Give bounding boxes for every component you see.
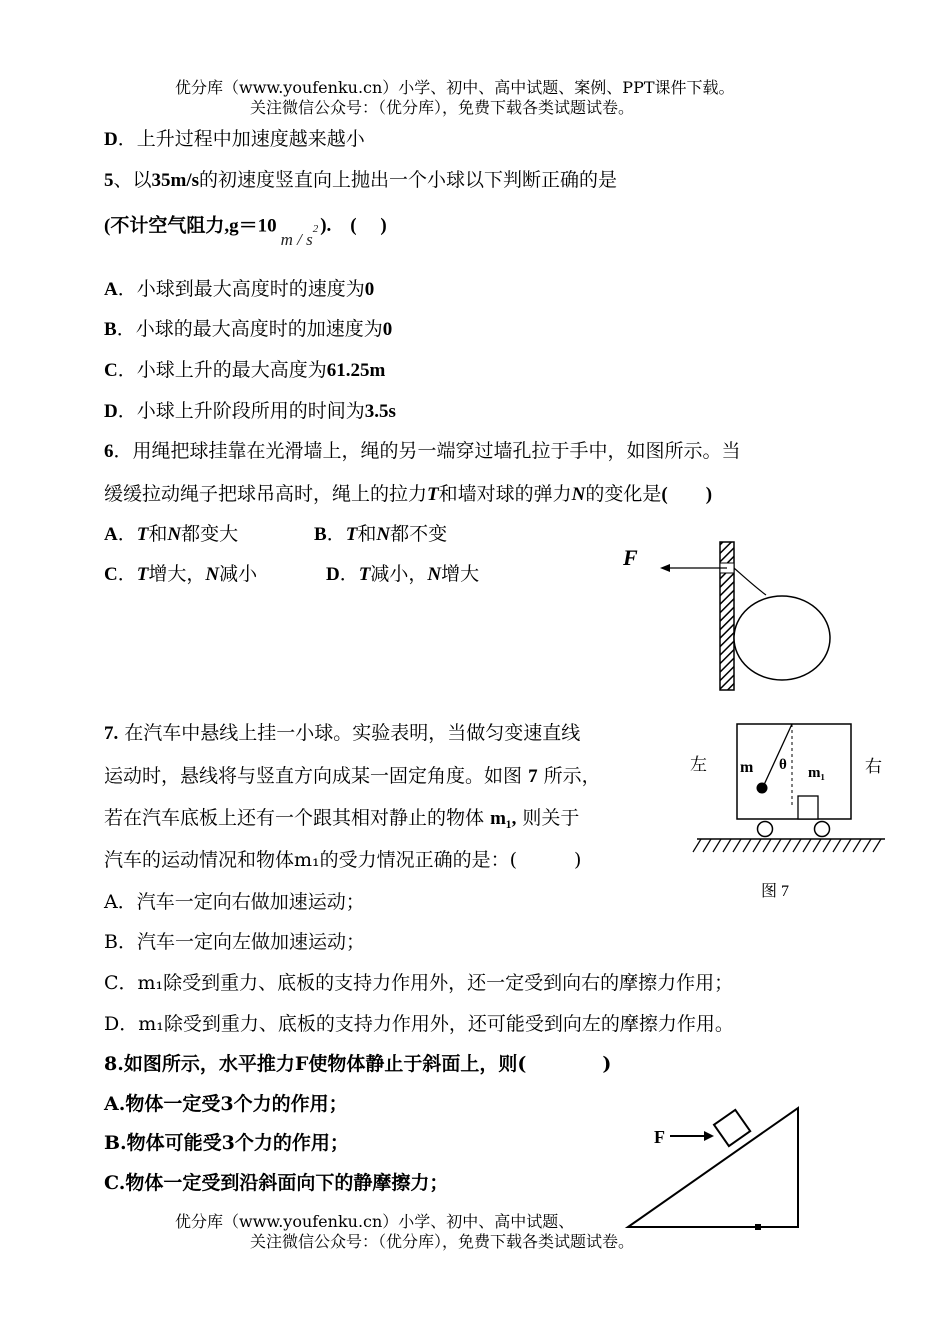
q7-line-3-tail: 则关于 — [522, 807, 580, 829]
q5-option-d-value: 3.5s — [364, 401, 396, 422]
q7-line-3 — [104, 805, 579, 832]
header-line-1: 优分库（www.youfenku.cn）小学、初中、高中试题、案例、PPT课件下载。 — [175, 78, 735, 97]
q6-option-c-text: 减小 — [219, 563, 258, 585]
q7-wheel-left — [758, 822, 773, 837]
q5-option-b-text: ．小球的最大高度时的加速度为 — [116, 318, 383, 340]
q6-line-2 — [104, 481, 712, 508]
q4-option-d-text: ．上升过程中加速度越来越小 — [117, 128, 365, 150]
q7-option-d: D．m₁除受到重力、底板的支持力作用外，还可能受到向左的摩擦力作用。 — [104, 1013, 734, 1035]
q5-condition — [104, 208, 387, 250]
q6-option-b — [314, 521, 447, 548]
q6-option-b-t: T — [345, 524, 358, 545]
q7-fig-number: 7 — [528, 766, 538, 787]
q6-option-c-mid: 增大， — [148, 563, 206, 585]
q6-ball — [734, 596, 830, 680]
q7-line-1 — [104, 720, 580, 747]
q5-option-a-value: 0 — [364, 279, 375, 300]
q5-option-d — [104, 398, 396, 425]
q7-fig-m1-label: m₁ — [808, 765, 825, 781]
q5-option-c-value: 61.25m — [326, 360, 386, 381]
q4-option-d — [104, 126, 365, 153]
q7-line-1-text: 在汽车中悬线上挂一小球。实验表明，当做匀变速直线 — [124, 722, 581, 744]
footer-line-1: 优分库（www.youfenku.cn）小学、初中、高中试题、 — [175, 1212, 575, 1231]
q6-option-b-letter: B — [314, 524, 327, 545]
q8-force-arrow-head — [704, 1131, 714, 1141]
q5-option-c — [104, 357, 385, 384]
q5-option-c-text: ．小球上升的最大高度为 — [117, 359, 327, 381]
header-line-2: 关注微信公众号：（优分库），免费下载各类试题试卷。 — [250, 98, 635, 117]
q7-line-4: 汽车的运动情况和物体m₁的受力情况正确的是：( ) — [104, 849, 582, 871]
q6-rope — [734, 568, 766, 595]
q7-option-c: C．m₁除受到重力、底板的支持力作用外，还一定受到向右的摩擦力作用； — [104, 972, 734, 994]
q6-force-label: F — [623, 545, 638, 570]
q6-line-2-part-b: 和墙对球的弹力 — [438, 483, 572, 505]
q8-incline — [628, 1108, 798, 1227]
q6-option-c-n: N — [205, 564, 220, 585]
q5-option-d-letter: D — [104, 401, 118, 422]
q6-force-arrow-head — [660, 564, 670, 572]
footer-line-2: 关注微信公众号：（优分库），免费下载各类试题试卷。 — [250, 1232, 635, 1251]
q8-block — [714, 1110, 750, 1146]
q6-number: 6 — [104, 441, 114, 462]
q6-option-a-t: T — [136, 524, 149, 545]
q6-symbol-n: N — [571, 484, 586, 505]
q7-option-b: B．汽车一定向左做加速运动； — [104, 931, 365, 953]
q7-fig-caption: 图 7 — [761, 883, 790, 900]
q8-ground-mark — [755, 1224, 761, 1230]
q5-condition-part2: ). ( ) — [320, 215, 387, 237]
q7-line-2 — [104, 763, 601, 790]
q7-ground-hatch — [693, 839, 881, 852]
q5-stem — [104, 167, 617, 194]
q5-option-b-letter: B — [104, 319, 117, 340]
q6-option-c-letter: C — [104, 564, 118, 585]
q7-line-2-text: 运动时，悬线将与竖直方向成某一固定角度。如图 — [104, 765, 523, 787]
q5-option-b-value: 0 — [382, 319, 393, 340]
q5-option-a-text: ．小球到最大高度时的速度为 — [117, 278, 365, 300]
q7-fig-m-label: m — [740, 759, 754, 776]
q5-option-c-letter: C — [104, 360, 118, 381]
q7-car-body — [737, 724, 851, 819]
q8-option-b: B.物体可能受3个力的作用； — [104, 1132, 349, 1154]
q6-option-b-text: 都不变 — [390, 523, 448, 545]
q5-option-a — [104, 276, 374, 303]
q5-unit: m / s — [280, 230, 313, 250]
q7-figure — [685, 715, 895, 905]
q6-figure — [610, 535, 850, 700]
q5-stem-part2: 的初速度竖直向上抛出一个小球以下判断正确的是 — [199, 169, 618, 191]
q8-figure — [620, 1105, 810, 1235]
q6-option-a-letter: A — [104, 524, 118, 545]
q6-line-1-text: ．用绳把球挂靠在光滑墙上，绳的另一端穿过墙孔拉于手中，如图所示。当 — [113, 440, 741, 462]
q7-pendulum-ball — [757, 783, 768, 794]
q5-option-d-text: ．小球上升阶段所用的时间为 — [117, 400, 365, 422]
q5-unit-exponent: 2 — [312, 223, 319, 235]
q6-option-b-dot: ． — [326, 523, 346, 545]
q6-option-b-n: N — [376, 524, 391, 545]
q6-option-d-n: N — [427, 564, 442, 585]
q6-symbol-t: T — [427, 484, 439, 505]
q6-answer-paren: ( ) — [661, 484, 713, 505]
q6-option-d — [326, 561, 479, 588]
q5-condition-part1: (不计空气阻力,g＝10 — [104, 215, 277, 237]
q4-option-d-letter: D — [104, 129, 118, 150]
q7-number: 7. — [104, 723, 119, 744]
q7-line-2-tail: 所示， — [543, 765, 601, 787]
q6-option-c-dot: ． — [117, 563, 137, 585]
q8-stem: 8.如图所示，水平推力F使物体静止于斜面上，则( ) — [104, 1053, 612, 1075]
q6-option-a-n: N — [167, 524, 182, 545]
q6-option-a-text: 都变大 — [181, 523, 239, 545]
q8-force-label: F — [654, 1127, 665, 1147]
q6-option-a — [104, 521, 238, 548]
q7-block-m1 — [798, 796, 818, 819]
q6-option-c — [104, 561, 257, 588]
q6-option-a-dot: ． — [117, 523, 137, 545]
q8-option-a: A.物体一定受3个力的作用； — [104, 1093, 348, 1115]
q5-number: 5 — [104, 170, 114, 191]
q6-option-c-t: T — [136, 564, 149, 585]
q6-option-b-and: 和 — [357, 523, 377, 545]
q6-option-d-mid: 减小， — [370, 563, 428, 585]
q6-option-d-text: 增大 — [441, 563, 480, 585]
q5-speed: 35m/s — [151, 170, 200, 191]
q6-option-d-letter: D — [326, 564, 340, 585]
q7-option-a: A．汽车一定向右做加速运动； — [104, 891, 365, 913]
q6-option-d-t: T — [358, 564, 371, 585]
q6-line-2-part-a: 缓缓拉动绳子把球吊高时，绳上的拉力 — [104, 483, 428, 505]
q5-option-a-letter: A — [104, 279, 118, 300]
q7-wheel-right — [815, 822, 830, 837]
q7-fig-right-label: 右 — [865, 757, 882, 776]
q6-line-2-part-c: 的变化是 — [585, 483, 662, 505]
q6-line-1 — [104, 438, 741, 465]
q7-fig-left-label: 左 — [690, 755, 707, 774]
q7-line-3-text: 若在汽车底板上还有一个跟其相对静止的物体 — [104, 807, 485, 829]
q8-option-c: C.物体一定受到沿斜面向下的静摩擦力； — [104, 1172, 449, 1194]
q5-stem-part1: 、以 — [113, 169, 152, 191]
q7-fig-theta-label: θ — [779, 757, 787, 773]
q7-m1: m₁, — [490, 808, 517, 829]
q6-option-a-and: 和 — [148, 523, 168, 545]
q5-option-b — [104, 316, 392, 343]
q6-option-d-dot: ． — [339, 563, 359, 585]
